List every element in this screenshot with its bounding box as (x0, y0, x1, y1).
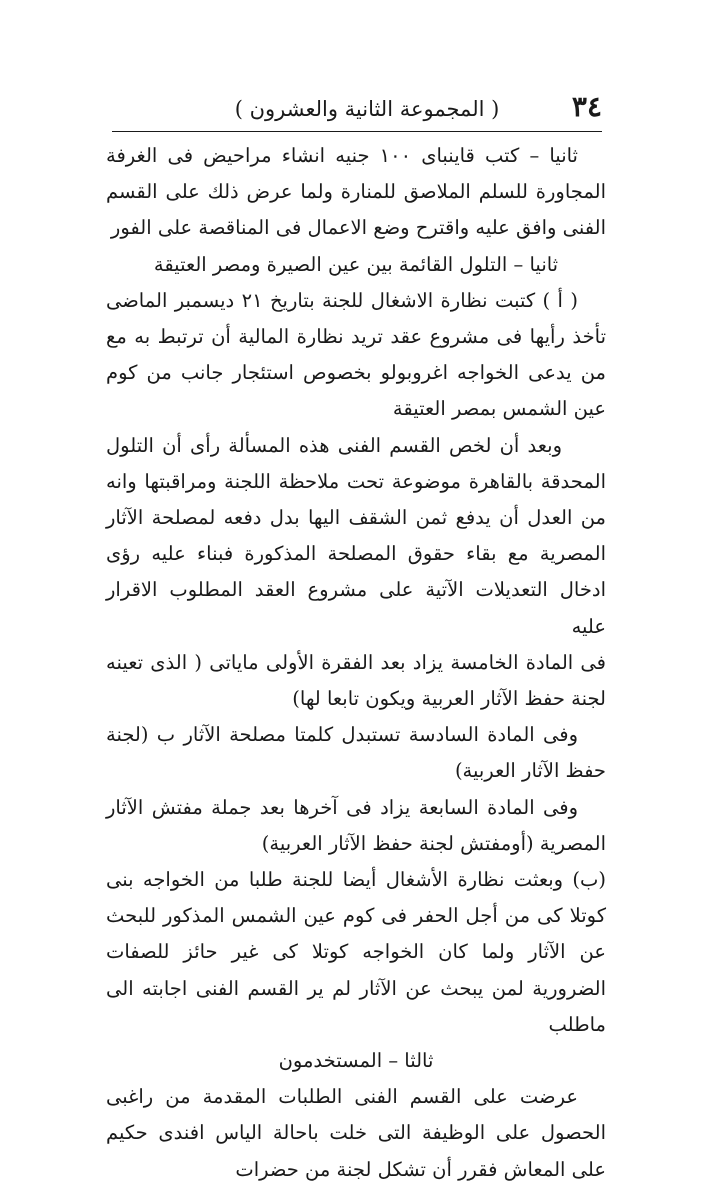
paragraph-job-applications: عرضت على القسم الفنى الطلبات المقدمة من راغبى الحصول على الوظيفة التى خلت باحالة الياس افندى حكيم على المعاش فقرر أن تشكل لجنة من حضرات (106, 1085, 606, 1181)
page-number: ٣٤ (571, 90, 602, 123)
paragraph-lease-contract: ( أ ) كتبت نظارة الاشغال للجنة بتاريخ ٢١ ديسمبر الماضى تأخذ رأيها فى مشروع عقد تريد نظارة المالية أن ترتبط به مع من يدعى الخواجه اغروبولو بخصوص استئجار جانب من كوم عين الشمس بمصر العتيقة (106, 288, 606, 421)
section-heading-mounds: ثانيا – التلول القائمة بين عين الصيرة ومصر العتيقة (153, 252, 559, 276)
paragraph-excavation-request: (ب) وبعثت نظارة الأشغال أيضا للجنة طلبا من الخواجه بنى كوتلا كى من أجل الحفر فى كوم عين الشمس المذكور للبحث عن الآثار ولما كان الخواجه كوتلا كى غير حائز للصفات الضرورية لمن يبحث عن الآثار لم ير القسم الفنى اجابته الى ماطلب (106, 868, 606, 1036)
page-header (112, 88, 602, 128)
paragraph-article-seven: وفى المادة السابعة يزاد فى آخرها بعد جملة مفتش الآثار المصرية (أومفتش لجنة حفظ الآثار العربية) (106, 795, 606, 855)
paragraph-technical-opinion: وبعد أن لخص القسم الفنى هذه المسألة رأى أن التلول المحدقة بالقاهرة موضوعة تحت ملاحظة اللجنة ومراقبتها وانه من العدل أن يدفع ثمن الشقف اليها بدل دفعه لمصلحة الآثار المصرية مع بقاء حقوق المصلحة المذكورة فبناء عليه رؤى ادخال التعديلات الآتية على مشروع العقد المطلوب الاقرار عليه (106, 433, 606, 638)
section-heading-employees: ثالثا – المستخدمون (278, 1049, 434, 1073)
page-body (106, 138, 606, 1188)
paragraph-article-six: وفى المادة السادسة تستبدل كلمتا مصلحة الآثار ب (لجنة حفظ الآثار العربية) (106, 723, 606, 783)
paragraph-sanitary-works: ثانيا – كتب قاينباى ١٠٠ جنيه انشاء مراحيض فى الغرفة المجاورة للسلم الملاصق للمنارة ولما عرض ذلك على القسم الفنى وافق عليه واقترح وضع الاعمال فى المناقصة على الفور (106, 144, 606, 240)
paragraph-article-five: فى المادة الخامسة يزاد بعد الفقرة الأولى ماياتى ( الذى تعينه لجنة حفظ الآثار العربية ويكون تابعا لها) (106, 650, 606, 711)
running-title: ( المجموعة الثانية والعشرون ) (234, 97, 500, 121)
header-divider (112, 131, 602, 132)
